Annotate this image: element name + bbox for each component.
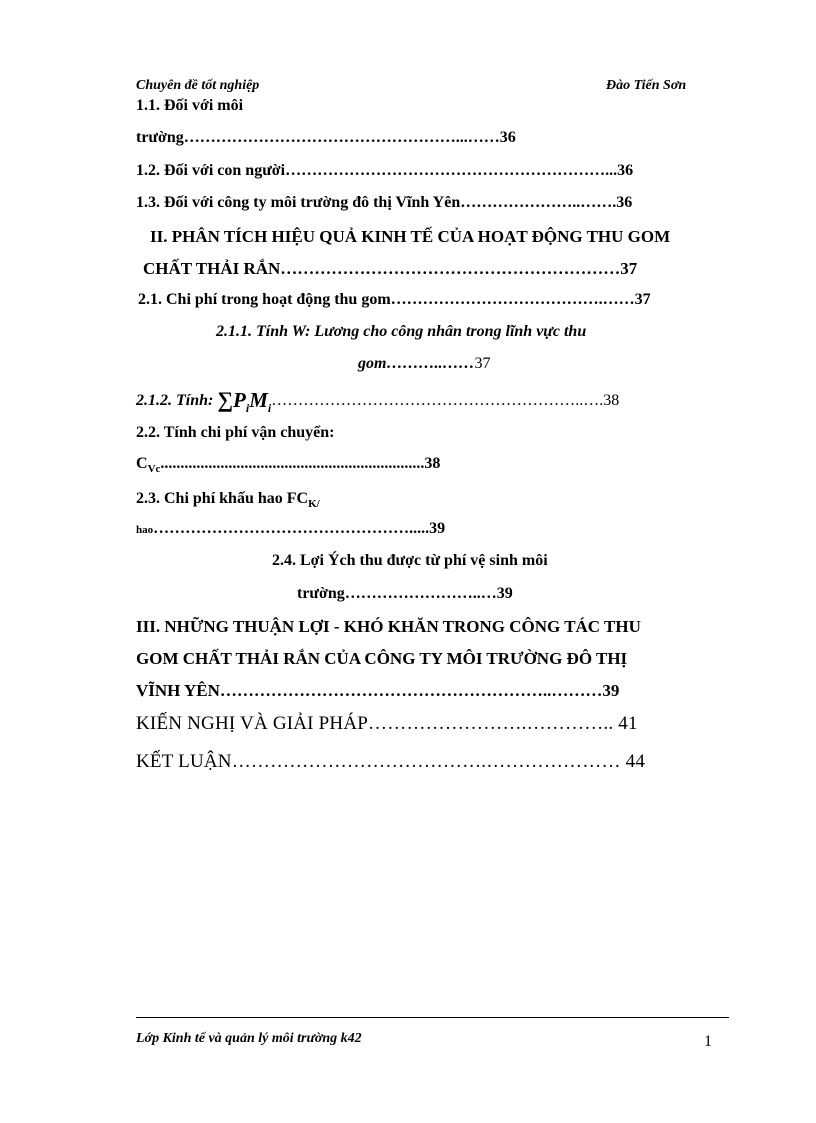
formula-sub-i-2: i [267, 401, 272, 415]
toc-entry-2-1-1: 2.1.1. Tính W: Lương cho công nhân trong lĩnh vực thu [216, 323, 587, 340]
toc-entry-ket-luan [136, 751, 645, 773]
toc-entry-1-2: 1.2. Đối với con người……………………………………………………...36 [136, 162, 634, 179]
cvc-subscript: Vc [147, 463, 161, 475]
toc-entry-2-2-dots: ..................................................................38 [160, 455, 441, 472]
running-header-left: Chuyên đề tốt nghiệp [136, 78, 260, 93]
cvc-symbol: C [136, 455, 148, 472]
toc-entry-2-3-cont [136, 520, 445, 538]
toc-entry-III-cont-2: VĨNH YÊN…………………………………………………..………39 [136, 681, 620, 700]
toc-entry-II: II. PHÂN TÍCH HIỆU QUẢ KINH TẾ CỦA HOẠT ĐỘNG THU GOM [150, 227, 671, 246]
toc-entry-2-3 [136, 490, 320, 510]
running-footer-left: Lớp Kinh tế và quản lý môi trường k42 [136, 1031, 362, 1046]
toc-entry-2-4-cont: trường……………………..…39 [297, 585, 513, 602]
toc-entry-II-cont: CHẤT THẢI RẮN……………………………………………………37 [143, 259, 638, 278]
toc-entry-2-1-1-page: 37 [474, 355, 491, 372]
toc-entry-kien-nghi [136, 713, 638, 735]
toc-entry-2-2: 2.2. Tính chi phí vận chuyển: [136, 424, 335, 441]
toc-entry-2-1: 2.1. Chi phí trong hoạt động thu gom………………………………….……37 [138, 291, 651, 308]
toc-entry-2-3-text: 2.3. Chi phí khấu hao FC [136, 490, 309, 507]
toc-entry-2-1-2 [136, 385, 619, 414]
toc-entry-2-3-dots: ………………………………………….....39 [153, 520, 446, 537]
kien-nghi-page: 41 [618, 713, 638, 734]
hao-subscript: hao [136, 524, 154, 536]
toc-entry-III: III. NHỮNG THUẬN LỢI - KHÓ KHĂN TRONG CÔNG TÁC THU [136, 617, 641, 636]
formula-m: M [249, 388, 268, 412]
formula-sub-i: i [245, 401, 250, 415]
toc-entry-1-1-cont: trường……………………………………………...……36 [136, 129, 516, 146]
toc-entry-2-1-1-cont [358, 355, 490, 373]
fc-subscript: K/ [308, 498, 320, 510]
sum-formula [217, 387, 272, 415]
running-header-right: Đào Tiến Sơn [606, 78, 687, 93]
toc-entry-III-cont: GOM CHẤT THẢI RẮN CỦA CÔNG TY MÔI TRƯỜNG ĐÔ THỊ [136, 649, 628, 668]
toc-entry-2-1-2-dots: …………………………………………………..….38 [271, 392, 620, 409]
toc-entry-1-1: 1.1. Đối với môi [136, 97, 244, 114]
kien-nghi-text: KIẾN NGHỊ VÀ GIẢI PHÁP…………………….………….. [136, 713, 614, 734]
toc-entry-2-1-1-text: gom………..…… [358, 355, 475, 372]
formula-p: P [233, 388, 246, 412]
page-number: 1 [704, 1033, 712, 1050]
toc-entry-2-1-2-label: 2.1.2. Tính: [136, 392, 214, 409]
ket-luan-page: 44 [625, 751, 646, 772]
toc-entry-2-4: 2.4. Lợi Ých thu được từ phí vệ sinh môi [272, 552, 548, 569]
sigma-symbol: ∑ [217, 387, 234, 412]
ket-luan-text: KẾT LUẬN………………………………….………………… [136, 751, 621, 772]
toc-entry-1-3: 1.3. Đối với công ty môi trường đô thị Vĩnh Yên…………………..…….36 [136, 194, 633, 211]
toc-entry-2-2-cont [136, 455, 440, 475]
footer-rule [136, 1017, 729, 1018]
